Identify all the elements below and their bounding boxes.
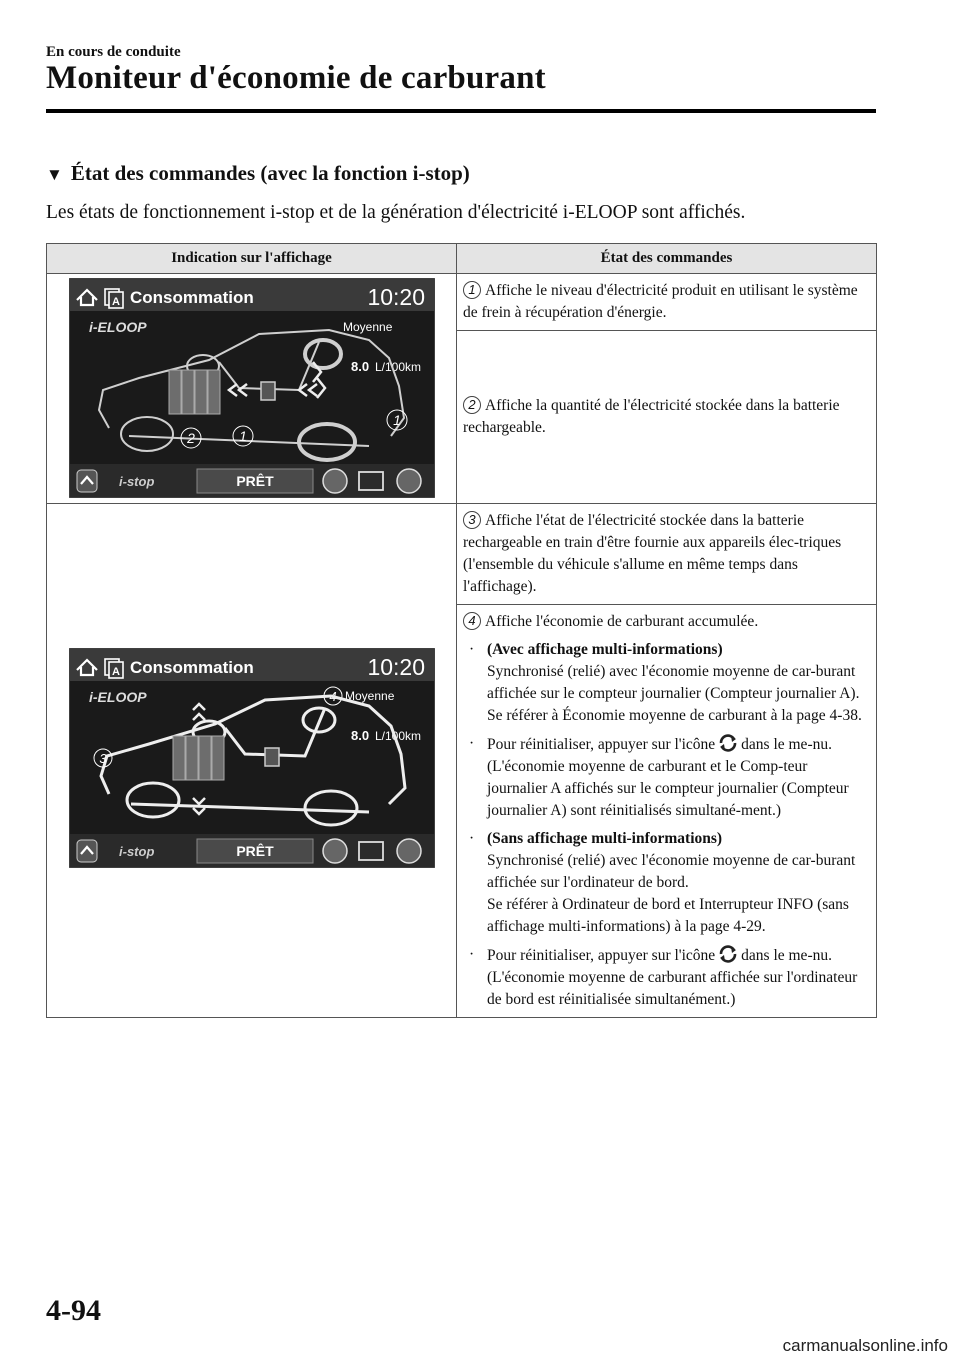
callout-number: 1 xyxy=(463,281,481,299)
bullet-text: dans le me-nu. (L'économie moyenne de carburant affichée sur l'ordinateur de bord est réinitialisée simultanément.) xyxy=(487,947,858,1008)
avg-value: 8.0 xyxy=(350,359,369,374)
reset-icon xyxy=(717,733,739,753)
callout-3: 3 xyxy=(98,751,107,766)
title-rule xyxy=(46,109,876,113)
callout-number: 4 xyxy=(463,612,481,630)
callout-4: 4 xyxy=(328,689,337,704)
svg-text:A: A xyxy=(111,666,120,678)
ac-icon xyxy=(397,469,421,493)
screen-clock: 10:20 xyxy=(366,284,425,310)
watermark: carmanualsonline.info xyxy=(782,1336,948,1355)
triangle-down-icon: ▼ xyxy=(46,165,63,184)
screen-title: Consommation xyxy=(129,658,254,677)
description-text: Affiche la quantité de l'électricité stockée dans la batterie rechargeable. xyxy=(463,397,840,436)
bullet-title: (Avec affichage multi-informations) xyxy=(487,641,723,658)
bullet-text: Pour réinitialiser, appuyer sur l'icône xyxy=(487,736,716,753)
display-screen-2 xyxy=(69,648,435,868)
display-screen-1 xyxy=(69,278,435,498)
list-item: · Pour réinitialiser, appuyer sur l'icône dans le me-nu. (L'économie moyenne de carburant et le Comp-teur journalier A affichés sur le compteur journalier (Compteur journalier A) sont réinitialisés simultané-ment.) xyxy=(469,735,849,819)
avg-label: Moyenne xyxy=(344,689,394,703)
battery-gauge xyxy=(169,370,220,414)
bullet-text: dans le me-nu. (L'économie moyenne de carburant et le Comp-teur journalier A affichés sur le compteur journalier (Compteur journalier A) sont réinitialisés simultané-ment.) xyxy=(487,736,849,819)
screen-logo: i-ELOOP xyxy=(88,689,147,705)
callout-1: 1 xyxy=(238,428,247,444)
column-header-state: État des commandes xyxy=(457,244,877,274)
list-item: · Pour réinitialiser, appuyer sur l'icône dans le me-nu. (L'économie moyenne de carburant affichée sur l'ordinateur de bord est réinitialisée simultanément.) xyxy=(469,946,858,1008)
istop-label: i-stop xyxy=(118,474,154,489)
istop-label: i-stop xyxy=(118,844,154,859)
avg-label: Moyenne xyxy=(342,320,392,334)
bullet-text: Synchronisé (relié) avec l'économie moyenne de car-burant affichée sur le compteur journalier (Compteur journalier A). xyxy=(487,663,860,702)
callout-2: 2 xyxy=(186,430,195,446)
reset-icon xyxy=(717,944,739,964)
table-row xyxy=(47,274,877,331)
bullet-text: Synchronisé (relié) avec l'économie moyenne de car-burant affichée sur l'ordinateur de bord. xyxy=(487,852,856,891)
callout-number: 2 xyxy=(463,396,481,414)
avg-value: 8.0 xyxy=(350,728,369,743)
column-header-display: Indication sur l'affichage xyxy=(47,244,457,274)
description-cell-3 xyxy=(457,504,877,605)
bullet-title: (Sans affichage multi-informations) xyxy=(487,830,723,847)
brake-icon xyxy=(323,469,347,493)
callout-1b: 1 xyxy=(392,412,401,428)
avg-unit: L/100km xyxy=(374,729,421,743)
list-item: · (Sans affichage multi-informations) Synchronisé (relié) avec l'économie moyenne de car-burant affichée sur l'ordinateur de bord. Se référer à Ordinateur de bord et Interrupteur INFO (sans affichage multi-informations) à la page 4-29. xyxy=(463,828,870,938)
sub-heading-text: État des commandes (avec la fonction i-stop) xyxy=(70,161,470,185)
svg-text:A: A xyxy=(111,296,120,308)
ac-icon xyxy=(397,839,421,863)
cross-reference: Se référer à Économie moyenne de carburant à la page 4-38. xyxy=(487,707,862,724)
screen-clock: 10:20 xyxy=(366,654,425,680)
ready-status: PRÊT xyxy=(235,473,274,489)
screen-logo: i-ELOOP xyxy=(88,319,147,335)
state-table xyxy=(46,243,877,1018)
description-text: Affiche le niveau d'électricité produit en utilisant le système de frein à récupération d'énergie. xyxy=(463,282,858,321)
description-cell-4 xyxy=(457,605,877,1018)
avg-unit: L/100km xyxy=(374,360,421,374)
table-row xyxy=(47,504,877,605)
description-text: Affiche l'état de l'électricité stockée dans la batterie rechargeable en train d'être fournie aux appareils élec-triques (l'ensemble du véhicule s'allume en même temps dans l'affichage). xyxy=(463,512,842,595)
description-cell-2 xyxy=(457,331,877,504)
display-image-cell xyxy=(47,504,457,1018)
bullet-text: Pour réinitialiser, appuyer sur l'icône xyxy=(487,947,716,964)
display-image-cell xyxy=(47,274,457,504)
section-label: En cours de conduite xyxy=(46,44,181,60)
callout-number: 3 xyxy=(463,511,481,529)
collapse-up-icon[interactable] xyxy=(77,840,97,862)
page-number: 4-94 xyxy=(46,1294,101,1327)
ready-status: PRÊT xyxy=(235,843,274,859)
screen-title: Consommation xyxy=(129,288,254,307)
table-header-row xyxy=(47,244,877,274)
description-cell-1 xyxy=(457,274,877,331)
list-item: · (Avec affichage multi-informations) Synchronisé (relié) avec l'économie moyenne de car-burant affichée sur le compteur journalier (Compteur journalier A). Se référer à Économie moyenne de carburant à la page 4-38. xyxy=(463,639,870,727)
intro-text: Les états de fonctionnement i-stop et de la génération d'électricité i-ELOOP sont affichés. xyxy=(46,202,746,223)
page-title: Moniteur d'économie de carburant xyxy=(46,60,546,96)
description-text: Affiche l'économie de carburant accumulée. xyxy=(485,613,759,630)
sub-heading xyxy=(46,161,470,186)
collapse-up-icon[interactable] xyxy=(77,470,97,492)
cross-reference: Se référer à Ordinateur de bord et Interrupteur INFO (sans affichage multi-informations) à la page 4-29. xyxy=(487,896,849,935)
brake-icon xyxy=(323,839,347,863)
